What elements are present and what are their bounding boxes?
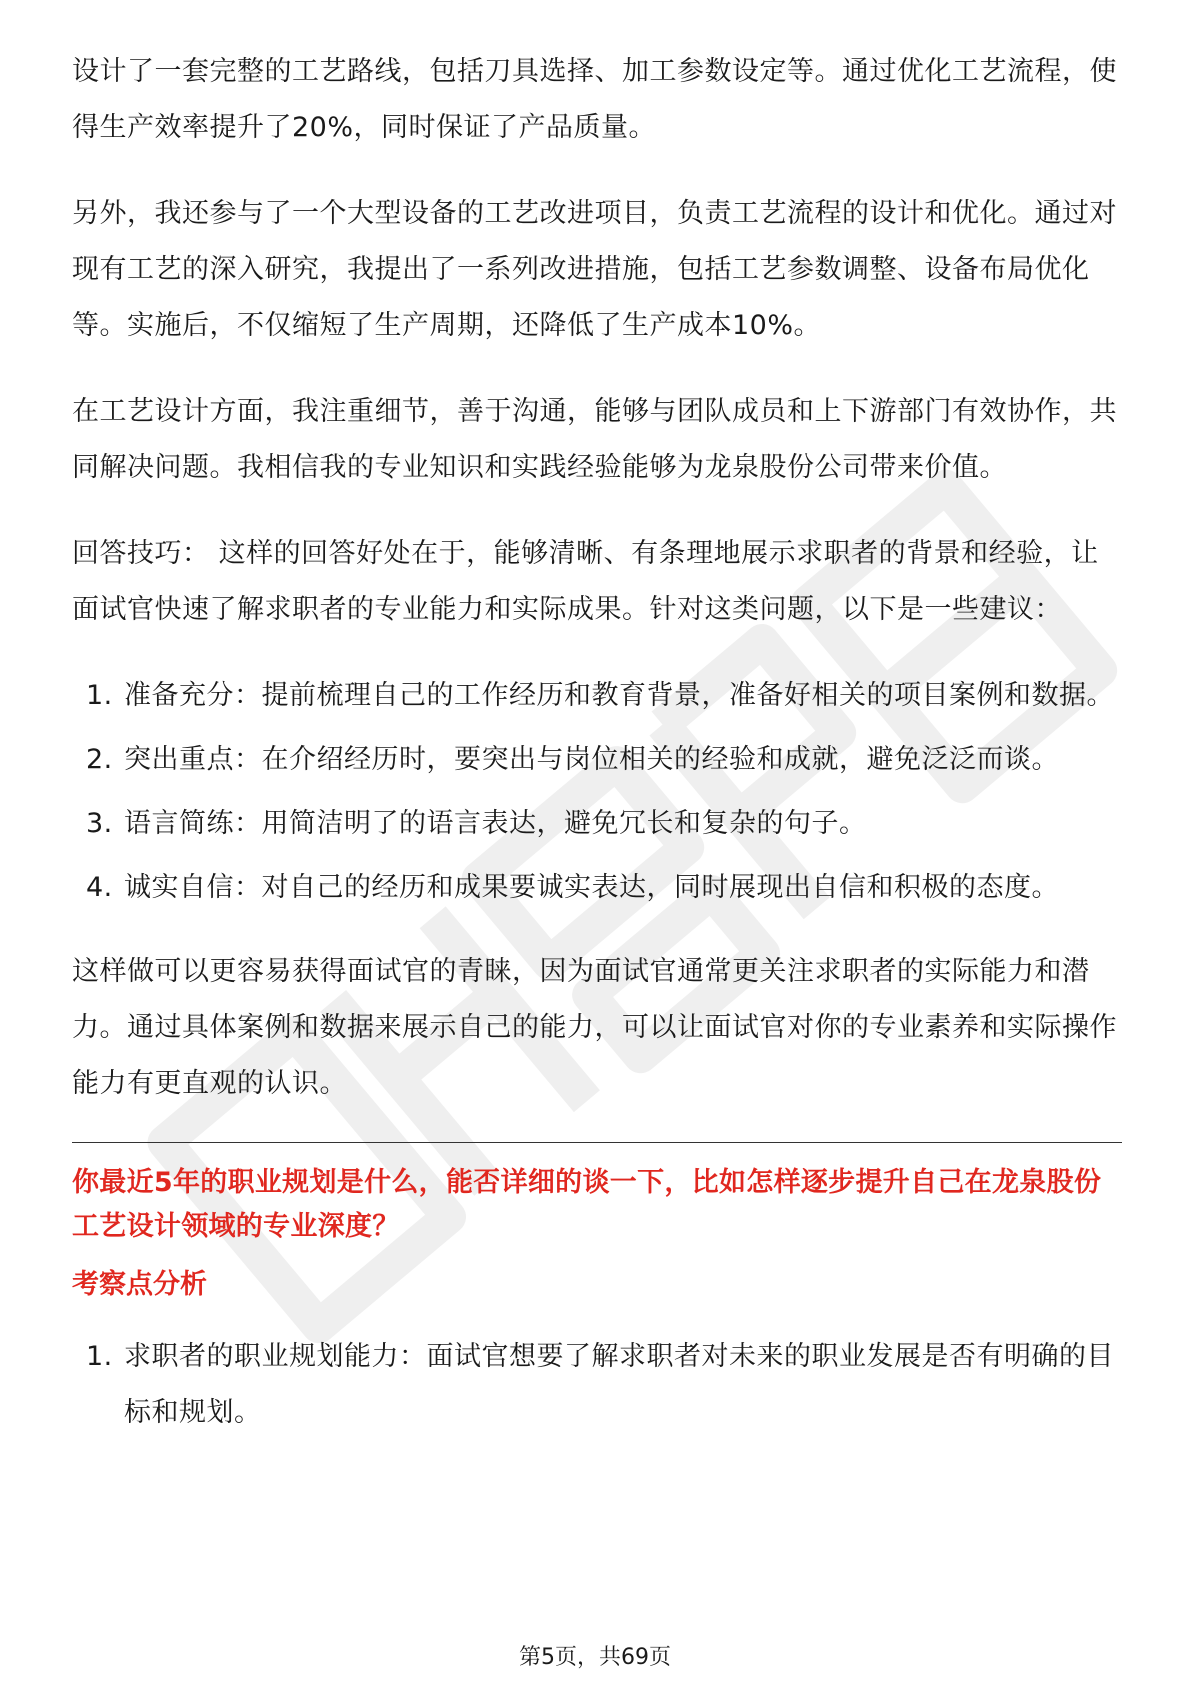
paragraph-design-strengths: 在工艺设计方面，我注重细节，善于沟通，能够与团队成员和上下游部门有效协作，共同解决问题。我相信我的专业知识和实践经验能够为龙泉股份公司带来价值。 bbox=[72, 396, 1117, 483]
paragraph-answer-tips: 回答技巧： 这样的回答好处在于，能够清晰、有条理地展示求职者的背景和经验，让面试官快速了解求职者的专业能力和实际成果。针对这类问题，以下是一些建议： bbox=[72, 538, 1099, 625]
paragraph-equipment-project: 另外，我还参与了一个大型设备的工艺改进项目，负责工艺流程的设计和优化。通过对现有工艺的深入研究，我提出了一系列改进措施，包括工艺参数调整、设备布局优化等。实施后，不仅缩短了生产周期，还降低了生产成本10%。 bbox=[72, 198, 1117, 341]
tips-list bbox=[72, 668, 1122, 916]
list-item-text: 诚实自信：对自己的经历和成果要诚实表达，同时展现出自信和积极的态度。 bbox=[124, 872, 1059, 903]
list-item-text: 准备充分：提前梳理自己的工作经历和教育背景，准备好相关的项目案例和数据。 bbox=[124, 680, 1114, 711]
list-number: 1. bbox=[86, 680, 113, 711]
analysis-list bbox=[72, 1329, 1122, 1441]
list-item-text: 求职者的职业规划能力：面试官想要了解求职者对未来的职业发展是否有明确的目标和规划。 bbox=[124, 1341, 1114, 1428]
list-item-text: 语言简练：用简洁明了的语言表达，避免冗长和复杂的句子。 bbox=[124, 808, 867, 839]
list-item bbox=[72, 1329, 1122, 1441]
list-number: 1. bbox=[86, 1341, 113, 1372]
list-number: 3. bbox=[86, 808, 113, 839]
list-item-text: 突出重点：在介绍经历时，要突出与岗位相关的经验和成就，避免泛泛而谈。 bbox=[124, 744, 1059, 775]
list-number: 4. bbox=[86, 872, 113, 903]
paragraph-closing: 这样做可以更容易获得面试官的青睐，因为面试官通常更关注求职者的实际能力和潜力。通过具体案例和数据来展示自己的能力，可以让面试官对你的专业素养和实际操作能力有更直观的认识。 bbox=[72, 956, 1117, 1099]
paragraph-process-route: 设计了一套完整的工艺路线，包括刀具选择、加工参数设定等。通过优化工艺流程，使得生产效率提升了20%，同时保证了产品质量。 bbox=[72, 56, 1117, 143]
list-number: 2. bbox=[86, 744, 113, 775]
list-item bbox=[72, 796, 1122, 852]
page-footer: 第5页，共69页 bbox=[519, 1645, 671, 1670]
section-divider bbox=[72, 1142, 1122, 1143]
question-heading: 你最近5年的职业规划是什么，能否详细的谈一下，比如怎样逐步提升自己在龙泉股份工艺设计领域的专业深度？ bbox=[72, 1167, 1102, 1242]
analysis-heading: 考察点分析 bbox=[72, 1269, 207, 1300]
list-item bbox=[72, 732, 1122, 788]
list-item bbox=[72, 860, 1122, 916]
list-item bbox=[72, 668, 1122, 724]
main-content bbox=[72, 44, 1122, 1469]
